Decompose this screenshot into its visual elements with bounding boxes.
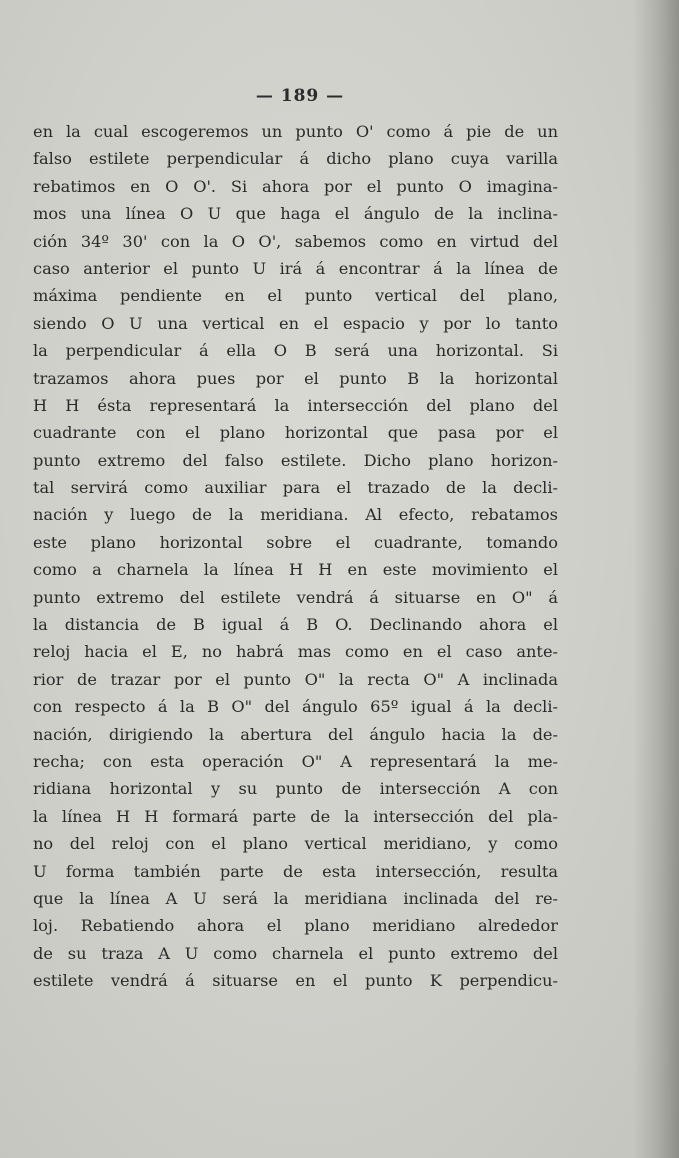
text-line: punto extremo del falso estilete. Dicho plano horizon- (33, 450, 558, 470)
text-line: reloj hacia el E, no habrá mas como en el caso ante- (33, 642, 558, 662)
text-line: máxima pendiente en el punto vertical del plano, (33, 286, 558, 306)
text-line: la línea H H formará parte de la intersección del pla- (33, 806, 558, 826)
text-line: loj. Rebatiendo ahora el plano meridiano alrededor (33, 916, 558, 936)
text-line: estilete vendrá á situarse en el punto K perpendicu- (33, 971, 558, 991)
text-line: este plano horizontal sobre el cuadrante, tomando (33, 532, 558, 552)
text-line: de su traza A U como charnela el punto extremo del (33, 943, 558, 963)
text-line: siendo O U una vertical en el espacio y por lo tanto (33, 313, 558, 333)
text-line: con respecto á la B O" del ángulo 65º igual á la decli- (33, 697, 558, 717)
text-line: la distancia de B igual á B O. Declinando ahora el (33, 615, 558, 635)
text-line: rior de trazar por el punto O" la recta O" A inclinada (33, 669, 558, 689)
text-line: la perpendicular á ella O B será una horizontal. Si (33, 341, 558, 361)
text-line: que la línea A U será la meridiana inclinada del re- (33, 888, 558, 908)
text-line: en la cual escogeremos un punto O' como á pie de un (33, 122, 558, 141)
page-edge-shadow (633, 0, 679, 1158)
text-line: nación, dirigiendo la abertura del ángulo hacia la de- (33, 724, 558, 744)
body-text (33, 118, 558, 995)
text-line: cuadrante con el plano horizontal que pasa por el (33, 423, 558, 443)
text-line: nación y luego de la meridiana. Al efecto, rebatamos (33, 505, 558, 525)
text-line: falso estilete perpendicular á dicho plano cuya varilla (33, 149, 558, 169)
text-line: tal servirá como auxiliar para el trazado de la decli- (33, 478, 558, 498)
text-line: como a charnela la línea H H en este movimiento el (33, 560, 558, 580)
text-line: H H ésta representará la intersección del plano del (33, 395, 558, 415)
text-line: U forma también parte de esta intersección, resulta (33, 861, 558, 881)
text-line: punto extremo del estilete vendrá á situarse en O" á (33, 587, 558, 607)
text-line: mos una línea O U que haga el ángulo de la inclina- (33, 204, 558, 224)
text-line: caso anterior el punto U irá á encontrar á la línea de (33, 258, 558, 278)
page-number: — 189 — (255, 86, 345, 106)
text-line: rebatimos en O O'. Si ahora por el punto O imagina- (33, 176, 558, 196)
text-line: trazamos ahora pues por el punto B la horizontal (33, 368, 558, 388)
text-line: ridiana horizontal y su punto de intersección A con (33, 779, 558, 799)
text-line: ción 34º 30' con la O O', sabemos como en virtud del (33, 231, 558, 251)
text-line: recha; con esta operación O" A representará la me- (33, 751, 558, 771)
text-line: no del reloj con el plano vertical meridiano, y como (33, 834, 558, 854)
